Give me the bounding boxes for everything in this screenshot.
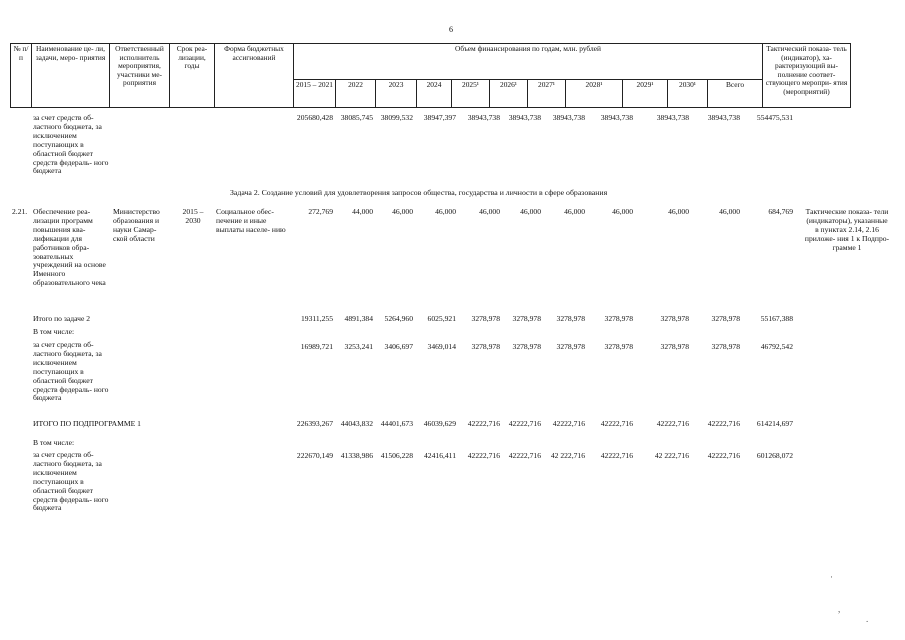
row221-term: 2015 – 2030 xyxy=(182,207,204,225)
value-cell: 3406,697 xyxy=(384,342,413,351)
table-header xyxy=(10,43,851,108)
value-cell: 3278,978 xyxy=(471,342,500,351)
value-cell: 4891,384 xyxy=(344,314,373,323)
value-cell: 3278,978 xyxy=(512,314,541,323)
value-cell: 38943,738 xyxy=(467,113,500,122)
year-cell: 2022 xyxy=(336,80,376,108)
including-label-2: В том числе: xyxy=(33,438,75,447)
value-cell: 38943,738 xyxy=(600,113,633,122)
header-responsible: Ответственный исполнитель мероприятия, участники ме- роприятия xyxy=(110,44,170,108)
including-label: В том числе: xyxy=(33,327,75,336)
value-cell: 222670,149 xyxy=(296,451,333,460)
value-cell: 6025,921 xyxy=(427,314,456,323)
t2-regional-name: за счет средств об- ластного бюджета, за исключением поступающих в областной бюджет средств федераль- ного бюджета xyxy=(33,340,109,403)
year-cell: 2028¹ xyxy=(566,80,623,108)
year-cell: 2027¹ xyxy=(528,80,566,108)
value-cell: 46,000 xyxy=(435,207,456,216)
total-task2-label: Итого по задаче 2 xyxy=(33,314,91,323)
value-cell: 41506,228 xyxy=(380,451,413,460)
scan-speck: , xyxy=(838,604,841,614)
value-cell: 38943,738 xyxy=(707,113,740,122)
task2-title: Задача 2. Создание условий для удовлетворения запросов общества, государства и личности в сфере образования xyxy=(230,188,608,197)
page-number: 6 xyxy=(449,25,453,34)
value-cell: 55167,388 xyxy=(760,314,793,323)
value-cell: 3278,978 xyxy=(660,342,689,351)
row221-num: 2.21. xyxy=(12,207,28,216)
header-name: Наименование це- ли, задачи, меро- приятия xyxy=(32,44,110,108)
value-cell: 42 222,716 xyxy=(654,451,689,460)
value-cell: 3278,978 xyxy=(711,342,740,351)
scan-speck: . xyxy=(866,614,869,624)
value-cell: 42416,411 xyxy=(424,451,456,460)
value-cell: 42222,716 xyxy=(467,451,500,460)
value-cell: 554475,531 xyxy=(756,113,793,122)
header-form: Форма бюджетных ассигнований xyxy=(215,44,294,108)
value-cell: 46,000 xyxy=(479,207,500,216)
row1-name: за счет средств об- ластного бюджета, за исключением поступающих в областной бюджет средств федераль- ного бюджета xyxy=(33,113,109,176)
row221-responsible: Министерство образования и науки Самар- ской области xyxy=(113,207,160,243)
value-cell: 3278,978 xyxy=(660,314,689,323)
year-cell: 2024 xyxy=(417,80,452,108)
value-cell: 42222,716 xyxy=(707,451,740,460)
value-cell: 38943,738 xyxy=(656,113,689,122)
value-cell: 42222,716 xyxy=(467,419,500,428)
value-cell: 3278,978 xyxy=(711,314,740,323)
value-cell: 3278,978 xyxy=(471,314,500,323)
value-cell: 42222,716 xyxy=(707,419,740,428)
value-cell: 3278,978 xyxy=(604,314,633,323)
header-volume: Объем финансирования по годам, млн. рублей xyxy=(294,44,763,80)
value-cell: 3469,014 xyxy=(427,342,456,351)
value-cell: 3278,978 xyxy=(556,342,585,351)
value-cell: 44401,673 xyxy=(380,419,413,428)
value-cell: 42222,716 xyxy=(508,451,541,460)
row221-form: Социальное обес- печение и иные выплаты населе- нию xyxy=(216,207,286,234)
year-cell: 2026¹ xyxy=(490,80,528,108)
value-cell: 272,769 xyxy=(308,207,333,216)
scan-speck: · xyxy=(830,572,833,582)
value-cell: 46,000 xyxy=(668,207,689,216)
year-cell: 2029¹ xyxy=(623,80,668,108)
value-cell: 205680,428 xyxy=(296,113,333,122)
value-cell: 684,769 xyxy=(768,207,793,216)
sub-regional-name: за счет средств об- ластного бюджета, за исключением поступающих в областной бюджет средств федераль- ного бюджета xyxy=(33,450,109,513)
value-cell: 46,000 xyxy=(520,207,541,216)
value-cell: 38943,738 xyxy=(508,113,541,122)
year-cell: Всего xyxy=(708,80,763,108)
header-indicator: Тактический показа- тель (индикатор), ха- рактеризующий вы- полнение соответ- ствующего меропри- ятия (мероприятий) xyxy=(763,44,851,108)
value-cell: 38085,745 xyxy=(340,113,373,122)
year-cell: 2025¹ xyxy=(452,80,490,108)
value-cell: 42222,716 xyxy=(600,451,633,460)
value-cell: 42222,716 xyxy=(508,419,541,428)
value-cell: 3278,978 xyxy=(556,314,585,323)
value-cell: 601268,072 xyxy=(756,451,793,460)
value-cell: 42 222,716 xyxy=(550,451,585,460)
value-cell: 38947,397 xyxy=(423,113,456,122)
row221-indicator: Тактические показа- тели (индикаторы), указанные в пунктах 2.14, 2.16 приложе- ния 1 к Подпро- грамме 1 xyxy=(804,207,890,252)
value-cell: 46,000 xyxy=(564,207,585,216)
value-cell: 16989,721 xyxy=(300,342,333,351)
value-cell: 44,000 xyxy=(352,207,373,216)
value-cell: 46,000 xyxy=(392,207,413,216)
value-cell: 46792,542 xyxy=(760,342,793,351)
value-cell: 3278,978 xyxy=(512,342,541,351)
value-cell: 46,000 xyxy=(612,207,633,216)
value-cell: 41338,986 xyxy=(340,451,373,460)
value-cell: 46,000 xyxy=(719,207,740,216)
value-cell: 19311,255 xyxy=(301,314,333,323)
value-cell: 42222,716 xyxy=(552,419,585,428)
value-cell: 38943,738 xyxy=(552,113,585,122)
row221-name: Обеспечение реа- лизации программ повышения ква- лификации для работников обра- зовательных учреждений на основе Именного образовательного чека xyxy=(33,207,106,288)
year-cell: 2030¹ xyxy=(668,80,708,108)
value-cell: 38099,532 xyxy=(380,113,413,122)
value-cell: 46039,629 xyxy=(423,419,456,428)
value-cell: 5264,960 xyxy=(384,314,413,323)
year-cell: 2023 xyxy=(376,80,417,108)
value-cell: 44043,832 xyxy=(340,419,373,428)
value-cell: 614214,697 xyxy=(756,419,793,428)
value-cell: 226393,267 xyxy=(296,419,333,428)
value-cell: 42222,716 xyxy=(656,419,689,428)
header-term: Срок реа- лизации, годы xyxy=(170,44,215,108)
total-subprogram-label: ИТОГО ПО ПОДПРОГРАММЕ 1 xyxy=(33,419,141,428)
header-num: № п/п xyxy=(11,44,32,108)
value-cell: 42222,716 xyxy=(600,419,633,428)
value-cell: 3278,978 xyxy=(604,342,633,351)
year-cell: 2015 – 2021 xyxy=(294,80,336,108)
value-cell: 3253,241 xyxy=(344,342,373,351)
